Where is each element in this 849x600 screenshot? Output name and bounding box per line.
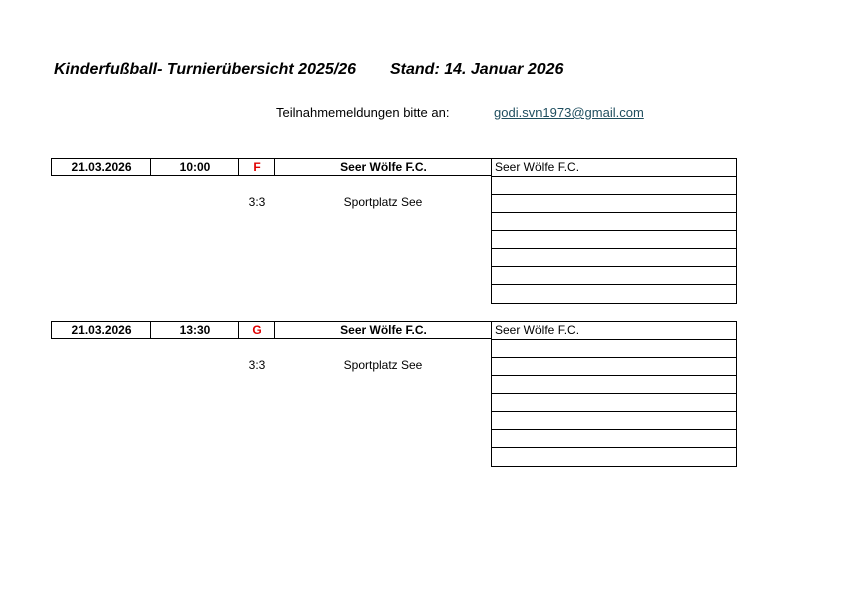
team-slot: Seer Wölfe F.C.	[492, 159, 736, 177]
tournament-format: 3:3	[248, 195, 266, 209]
tournament-block	[0, 321, 849, 471]
tournament-category: G	[238, 321, 275, 339]
team-slot	[492, 376, 736, 394]
team-slot	[492, 231, 736, 249]
tournament-category: F	[238, 158, 275, 176]
team-list	[491, 321, 737, 467]
tournament-date: 21.03.2026	[51, 321, 151, 339]
team-slot	[492, 358, 736, 376]
tournament-time: 10:00	[150, 158, 239, 176]
team-slot: Seer Wölfe F.C.	[492, 322, 736, 340]
team-list	[491, 158, 737, 304]
team-slot	[492, 177, 736, 195]
tournament-block	[0, 158, 849, 308]
team-slot	[492, 267, 736, 285]
tournament-date: 21.03.2026	[51, 158, 151, 176]
tournament-format: 3:3	[248, 358, 266, 372]
tournament-time: 13:30	[150, 321, 239, 339]
team-slot	[492, 195, 736, 213]
team-slot	[492, 213, 736, 231]
team-slot	[492, 340, 736, 358]
contact-label: Teilnahmemeldungen bitte an:	[276, 105, 450, 120]
page-title: Kinderfußball- Turnierübersicht 2025/26	[54, 61, 357, 78]
team-slot	[492, 448, 736, 466]
tournament-venue: Sportplatz See	[343, 195, 423, 209]
team-slot	[492, 394, 736, 412]
tournament-host: Seer Wölfe F.C.	[274, 158, 492, 176]
team-slot	[492, 249, 736, 267]
team-slot	[492, 430, 736, 448]
team-slot	[492, 412, 736, 430]
status-date: Stand: 14. Januar 2026	[390, 61, 564, 78]
contact-email-link[interactable]: godi.svn1973@gmail.com	[494, 105, 644, 120]
tournament-host: Seer Wölfe F.C.	[274, 321, 492, 339]
tournament-venue: Sportplatz See	[343, 358, 423, 372]
team-slot	[492, 285, 736, 303]
